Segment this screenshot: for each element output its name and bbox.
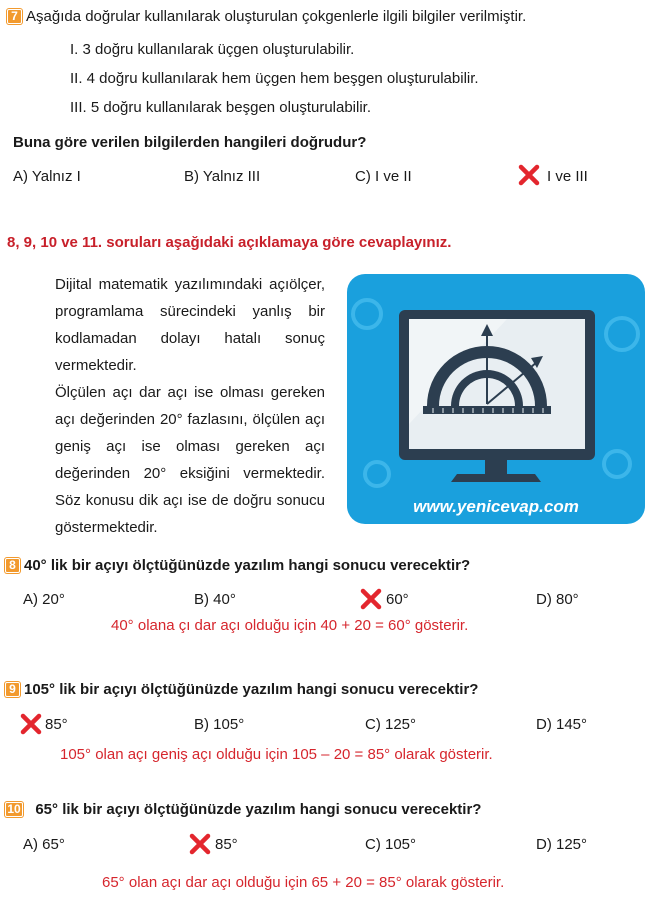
section-title: 8, 9, 10 ve 11. soruları aşağıdaki açıklamaya göre cevaplayınız. [7, 234, 452, 251]
q9-option-d[interactable]: D) 145° [536, 716, 588, 733]
q8-option-d[interactable]: D) 80° [536, 591, 579, 608]
q7-option-b[interactable]: B) Yalnız III [184, 168, 261, 185]
q7-option-d[interactable]: I ve III [547, 168, 588, 185]
promo-url: www.yenicevap.com [413, 497, 579, 516]
q10-option-d[interactable]: D) 125° [536, 836, 588, 853]
q9-option-a[interactable]: 85° [45, 716, 68, 733]
q9-question-line [5, 681, 478, 698]
q7-option-a[interactable]: A) Yalnız I [13, 168, 81, 185]
q10-cross-mark-icon [189, 833, 211, 855]
q10-answer-note: 65° olan açı dar açı olduğu için 65 + 20 = 85° olarak gösterir. [102, 874, 505, 891]
q9-answer-note: 105° olan açı geniş açı olduğu için 105 – 20 = 85° olarak gösterir. [60, 746, 493, 763]
q10-question-line [5, 801, 481, 818]
q7-number-badge: 7 [7, 9, 22, 24]
q10-option-c[interactable]: C) 105° [365, 836, 417, 853]
q7-question: Buna göre verilen bilgilerden hangileri doğrudur? [13, 134, 367, 151]
paragraph-2: Ölçülen açı dar açı ise olması gereken açı değerinden 20° fazlasını, ölçülen açı geniş açı ise olması gereken açı değerinden 20° eksiğini vermektedir. Söz konusu dik açı ise de doğru sonucu göstermektedir. [55, 384, 325, 536]
q10-option-a[interactable]: A) 65° [23, 836, 65, 853]
protractor-illustration [347, 274, 645, 524]
q9-option-c[interactable]: C) 125° [365, 716, 417, 733]
paragraph-1: Dijital matematik yazılımındaki açıölçer, programlama sürecindeki yanlış bir kodlamadan dolayı hatalı sonuç vermektedir. [55, 276, 325, 374]
q7-stem-line [7, 8, 526, 25]
q8-option-b[interactable]: B) 40° [194, 591, 236, 608]
q7-statement-3: III. 5 doğru kullanılarak beşgen oluşturulabilir. [70, 99, 372, 116]
q7-option-c[interactable]: C) I ve II [355, 168, 412, 185]
q8-answer-note: 40° olana çı dar açı olduğu için 40 + 20 = 60° gösterir. [111, 617, 469, 634]
q8-question-line [5, 557, 470, 574]
q8-number-badge: 8 [5, 558, 20, 573]
q9-number-badge: 9 [5, 682, 20, 697]
q7-cross-mark-icon [518, 164, 540, 186]
q10-option-b[interactable]: 85° [215, 836, 238, 853]
q9-option-b[interactable]: B) 105° [194, 716, 245, 733]
q8-question: 40° lik bir açıyı ölçtüğünüzde yazılım hangi sonucu verecektir? [24, 557, 471, 574]
q8-cross-mark-icon [360, 588, 382, 610]
q7-statement-2: II. 4 doğru kullanılarak hem üçgen hem beşgen oluşturulabilir. [70, 70, 479, 87]
q8-option-c[interactable]: 60° [386, 591, 409, 608]
section-paragraph [55, 271, 325, 541]
q7-stem: Aşağıda doğrular kullanılarak oluşturulan çokgenlerle ilgili bilgiler verilmiştir. [26, 8, 527, 25]
q10-number-badge: 10 [5, 802, 23, 817]
q9-question: 105° lik bir açıyı ölçtüğünüzde yazılım hangi sonucu verecektir? [24, 681, 479, 698]
q7-statement-1: I. 3 doğru kullanılarak üçgen oluşturulabilir. [70, 41, 355, 58]
q9-cross-mark-icon [20, 713, 42, 735]
q10-question: 65° lik bir açıyı ölçtüğünüzde yazılım hangi sonucu verecektir? [35, 801, 482, 818]
q8-option-a[interactable]: A) 20° [23, 591, 65, 608]
monitor-protractor-icon [347, 274, 645, 524]
